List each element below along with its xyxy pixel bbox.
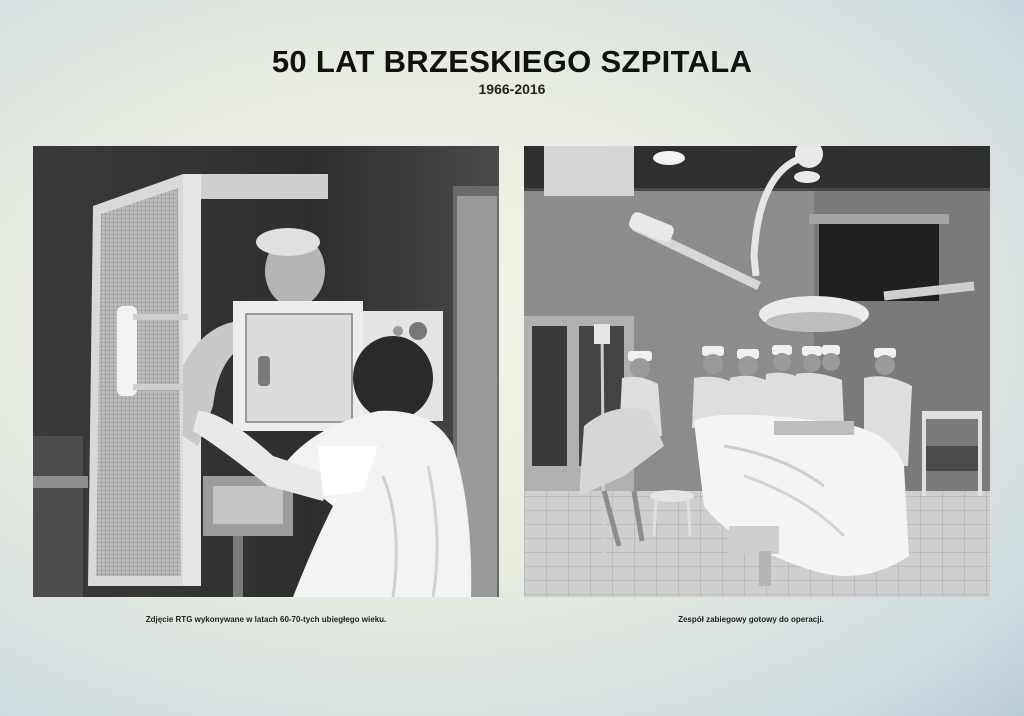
page-subtitle-years: 1966-2016 xyxy=(478,81,546,97)
photo-caption: Zespół zabiegowy gotowy do operacji. xyxy=(678,615,824,624)
photo-operating-room xyxy=(524,146,990,597)
photo-caption: Zdjęcie RTG wykonywane w latach 60-70-tych ubiegłego wieku. xyxy=(145,615,387,624)
photo-xray-examination xyxy=(33,146,499,597)
page-title: 50 LAT BRZESKIEGO SZPITALA xyxy=(271,44,753,79)
